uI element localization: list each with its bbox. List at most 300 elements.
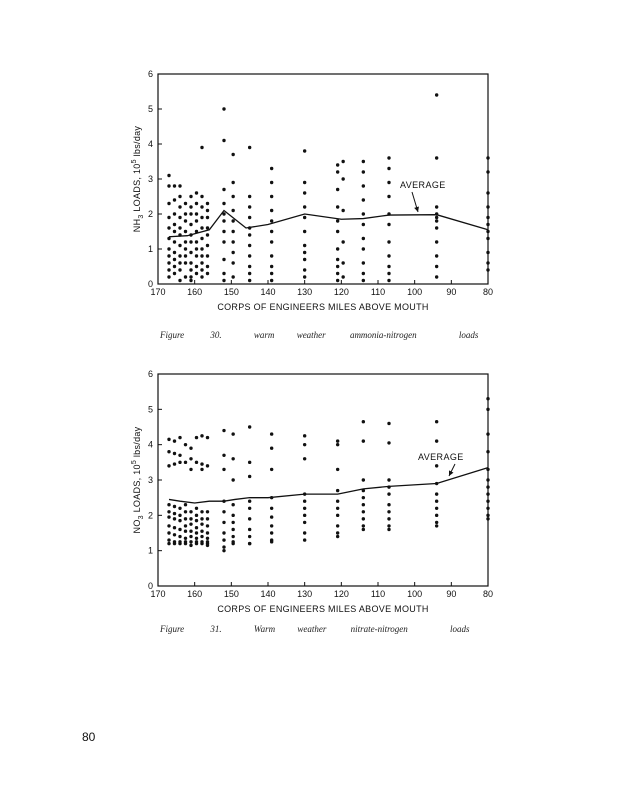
y-tick-label: 3 <box>147 475 153 485</box>
data-point <box>195 526 198 529</box>
data-point <box>189 540 192 543</box>
data-point <box>270 432 273 435</box>
data-point <box>387 510 390 513</box>
x-tick-label: 130 <box>297 589 313 599</box>
x-tick-label: 150 <box>223 589 239 599</box>
data-point <box>336 230 339 233</box>
data-point <box>231 261 234 264</box>
caption-word: loads <box>450 624 470 634</box>
y-tick-label: 2 <box>147 510 153 521</box>
data-point <box>231 432 234 435</box>
data-point <box>200 254 203 257</box>
data-point <box>222 240 225 243</box>
data-point <box>362 478 365 481</box>
data-point <box>336 258 339 261</box>
data-point <box>336 265 339 268</box>
data-point <box>270 265 273 268</box>
data-point <box>248 146 251 149</box>
data-point <box>167 202 170 205</box>
data-point <box>362 223 365 226</box>
data-point <box>435 216 438 219</box>
data-point <box>231 209 234 212</box>
data-point <box>336 247 339 250</box>
data-point <box>200 510 203 513</box>
data-point <box>167 450 170 453</box>
caption-word: loads <box>458 330 479 340</box>
data-point <box>167 538 170 541</box>
y-axis-title-part: 3 <box>138 515 145 520</box>
data-point <box>206 531 209 534</box>
x-tick-label: 170 <box>150 589 166 599</box>
data-point <box>173 533 176 536</box>
x-tick-label: 150 <box>223 287 239 297</box>
data-point <box>167 275 170 278</box>
data-point <box>195 219 198 222</box>
data-point <box>184 202 187 205</box>
data-point <box>200 530 203 533</box>
data-point <box>341 240 344 243</box>
data-point <box>178 254 181 257</box>
figure-30-caption <box>160 330 478 340</box>
data-point <box>206 202 209 205</box>
data-point <box>303 149 306 152</box>
data-point <box>222 139 225 142</box>
data-point <box>303 500 306 503</box>
data-point <box>200 434 203 437</box>
data-point <box>167 542 170 545</box>
data-point <box>248 265 251 268</box>
average-annotation: AVERAGE <box>400 180 446 190</box>
data-point <box>222 107 225 110</box>
data-point <box>336 272 339 275</box>
data-point <box>189 212 192 215</box>
data-point <box>189 510 192 513</box>
data-point <box>336 170 339 173</box>
data-point <box>362 272 365 275</box>
page-number: 80 <box>82 730 96 744</box>
y-axis-title <box>131 126 145 233</box>
data-point <box>178 184 181 187</box>
data-point <box>486 507 489 510</box>
data-point <box>206 524 209 527</box>
data-point <box>387 422 390 425</box>
average-line <box>169 468 488 503</box>
data-point <box>248 233 251 236</box>
data-point <box>231 195 234 198</box>
data-point <box>270 240 273 243</box>
data-point <box>362 184 365 187</box>
data-point <box>362 420 365 423</box>
data-point <box>303 205 306 208</box>
data-point <box>184 537 187 540</box>
data-point <box>270 254 273 257</box>
data-point <box>167 174 170 177</box>
data-point <box>167 515 170 518</box>
data-point <box>189 468 192 471</box>
data-point <box>270 219 273 222</box>
data-point <box>435 275 438 278</box>
data-point <box>184 247 187 250</box>
x-axis-title: CORPS OF ENGINEERS MILES ABOVE MOUTH <box>217 302 429 312</box>
data-point <box>178 205 181 208</box>
data-point <box>167 261 170 264</box>
data-point <box>184 461 187 464</box>
x-axis-title: CORPS OF ENGINEERS MILES ABOVE MOUTH <box>217 604 429 614</box>
data-point <box>167 503 170 506</box>
y-axis-title <box>131 426 145 533</box>
data-point <box>206 216 209 219</box>
data-point <box>336 163 339 166</box>
data-point <box>231 478 234 481</box>
data-point <box>184 530 187 533</box>
y-axis-title-part: lbs/day <box>132 426 142 460</box>
data-point <box>173 230 176 233</box>
data-point <box>362 510 365 513</box>
data-point <box>387 223 390 226</box>
data-point <box>362 198 365 201</box>
data-point <box>222 549 225 552</box>
caption-figure-word: Figure <box>160 330 185 340</box>
y-tick-label: 5 <box>147 404 153 415</box>
y-tick-label: 2 <box>147 209 153 219</box>
data-point <box>303 216 306 219</box>
data-point <box>435 521 438 524</box>
data-point <box>362 237 365 240</box>
data-point <box>184 275 187 278</box>
data-point <box>206 244 209 247</box>
x-tick-label: 90 <box>446 589 457 599</box>
data-point <box>167 464 170 467</box>
data-point <box>195 519 198 522</box>
data-point <box>173 542 176 545</box>
x-tick-label: 120 <box>333 287 349 297</box>
data-point <box>206 537 209 540</box>
data-point <box>195 542 198 545</box>
data-point <box>303 268 306 271</box>
average-line <box>169 211 488 237</box>
caption-word: warm <box>253 330 275 340</box>
data-point <box>195 461 198 464</box>
caption-word: Warm <box>253 624 276 634</box>
data-point <box>178 507 181 510</box>
data-point <box>222 531 225 534</box>
x-tick-label: 80 <box>482 287 494 297</box>
y-axis-title-part: LOADS, 10 <box>132 163 142 215</box>
data-point <box>435 500 438 503</box>
y-axis-title-part: lbs/day <box>132 125 142 160</box>
data-point <box>303 251 306 254</box>
data-point <box>200 462 203 465</box>
data-point <box>270 524 273 527</box>
data-point <box>200 247 203 250</box>
data-point <box>200 522 203 525</box>
data-point <box>387 528 390 531</box>
data-point <box>178 461 181 464</box>
caption-word: nitrate-nitrogen <box>350 624 408 634</box>
data-point <box>248 461 251 464</box>
data-point <box>189 205 192 208</box>
data-point <box>184 510 187 513</box>
data-point <box>167 510 170 513</box>
data-point <box>387 156 390 159</box>
y-tick-label: 1 <box>147 545 153 556</box>
data-point <box>195 436 198 439</box>
data-point <box>200 268 203 271</box>
data-point <box>173 512 176 515</box>
data-point <box>303 514 306 517</box>
data-point <box>435 492 438 495</box>
data-point <box>189 447 192 450</box>
data-point <box>362 524 365 527</box>
data-point <box>184 503 187 506</box>
data-point <box>231 230 234 233</box>
data-point <box>435 205 438 208</box>
data-point <box>270 181 273 184</box>
data-point <box>178 514 181 517</box>
data-point <box>195 247 198 250</box>
data-point <box>184 443 187 446</box>
data-point <box>178 226 181 229</box>
data-point <box>178 535 181 538</box>
data-point <box>200 468 203 471</box>
caption-word: ammonia-nitrogen <box>349 330 417 340</box>
data-point <box>387 517 390 520</box>
data-point <box>486 237 489 240</box>
data-point <box>303 181 306 184</box>
data-point <box>435 156 438 159</box>
data-point <box>435 240 438 243</box>
data-point <box>189 261 192 264</box>
data-point <box>435 439 438 442</box>
data-point <box>189 530 192 533</box>
data-point <box>341 177 344 180</box>
data-point <box>486 191 489 194</box>
data-point <box>206 517 209 520</box>
average-annotation: AVERAGE <box>418 452 464 462</box>
data-point <box>336 279 339 282</box>
data-point <box>167 531 170 534</box>
data-point <box>387 254 390 257</box>
y-tick-label: 4 <box>147 439 153 450</box>
data-point <box>189 195 192 198</box>
figure-31-caption <box>160 624 470 634</box>
data-point <box>195 507 198 510</box>
data-point <box>231 181 234 184</box>
data-point <box>387 265 390 268</box>
data-point <box>303 434 306 437</box>
data-point <box>184 524 187 527</box>
data-point <box>336 535 339 538</box>
y-tick-label: 5 <box>147 104 153 114</box>
data-point <box>200 237 203 240</box>
y-tick-label: 3 <box>147 174 153 184</box>
data-point <box>189 522 192 525</box>
data-point <box>270 468 273 471</box>
data-point <box>248 216 251 219</box>
data-point <box>341 160 344 163</box>
data-point <box>206 464 209 467</box>
data-point <box>435 464 438 467</box>
data-point <box>173 184 176 187</box>
data-point <box>248 542 251 545</box>
data-point <box>189 457 192 460</box>
data-point <box>303 258 306 261</box>
data-point <box>222 468 225 471</box>
x-tick-label: 140 <box>260 287 276 297</box>
data-point <box>178 216 181 219</box>
data-point <box>303 230 306 233</box>
data-point <box>303 244 306 247</box>
data-point <box>435 524 438 527</box>
data-point <box>362 247 365 250</box>
data-point <box>486 230 489 233</box>
data-point <box>336 439 339 442</box>
data-point <box>486 170 489 173</box>
data-point <box>336 507 339 510</box>
data-point <box>195 212 198 215</box>
data-point <box>178 542 181 545</box>
data-point <box>206 233 209 236</box>
data-point <box>173 505 176 508</box>
data-point <box>195 202 198 205</box>
x-tick-label: 160 <box>187 589 203 599</box>
data-point <box>222 230 225 233</box>
data-point <box>435 420 438 423</box>
data-point <box>248 500 251 503</box>
x-tick-label: 90 <box>446 287 457 297</box>
data-point <box>200 275 203 278</box>
data-point <box>206 436 209 439</box>
data-point <box>303 443 306 446</box>
data-point <box>222 258 225 261</box>
data-point <box>184 240 187 243</box>
data-point <box>173 251 176 254</box>
data-point <box>303 538 306 541</box>
data-point <box>303 521 306 524</box>
data-point <box>387 167 390 170</box>
data-point <box>200 261 203 264</box>
y-axis-title-part: 5 <box>131 159 138 164</box>
data-point <box>303 191 306 194</box>
y-tick-label: 0 <box>147 581 153 591</box>
data-point <box>184 517 187 520</box>
data-point <box>231 240 234 243</box>
y-tick-label: 1 <box>147 244 153 254</box>
data-point <box>435 93 438 96</box>
data-point <box>200 205 203 208</box>
data-point <box>486 492 489 495</box>
data-point <box>178 454 181 457</box>
data-point <box>486 478 489 481</box>
data-point <box>270 531 273 534</box>
data-point <box>178 195 181 198</box>
y-tick-label: 6 <box>147 369 153 379</box>
x-tick-label: 110 <box>370 589 386 599</box>
data-point <box>270 272 273 275</box>
data-point <box>178 244 181 247</box>
data-point <box>486 268 489 271</box>
caption-figure-word: Figure <box>160 624 185 634</box>
data-point <box>167 524 170 527</box>
data-point <box>178 279 181 282</box>
data-point <box>270 230 273 233</box>
data-point <box>173 258 176 261</box>
data-point <box>189 535 192 538</box>
data-point <box>362 439 365 442</box>
data-point <box>222 272 225 275</box>
data-point <box>167 216 170 219</box>
data-point <box>303 507 306 510</box>
data-point <box>435 219 438 222</box>
data-point <box>231 275 234 278</box>
data-point <box>173 198 176 201</box>
data-point <box>231 503 234 506</box>
data-point <box>486 223 489 226</box>
data-point <box>486 261 489 264</box>
data-point <box>189 279 192 282</box>
data-point <box>200 146 203 149</box>
data-point <box>486 432 489 435</box>
data-point <box>336 514 339 517</box>
data-point <box>336 524 339 527</box>
data-point <box>178 268 181 271</box>
data-point <box>173 526 176 529</box>
data-point <box>222 279 225 282</box>
data-point <box>206 544 209 547</box>
data-point <box>336 219 339 222</box>
data-point <box>486 517 489 520</box>
data-point <box>341 261 344 264</box>
data-point <box>222 219 225 222</box>
data-point <box>178 528 181 531</box>
data-point <box>184 261 187 264</box>
data-point <box>189 544 192 547</box>
data-point <box>206 272 209 275</box>
data-point <box>173 240 176 243</box>
data-point <box>206 510 209 513</box>
data-point <box>303 457 306 460</box>
data-point <box>195 254 198 257</box>
data-point <box>270 447 273 450</box>
x-tick-label: 110 <box>370 287 386 297</box>
data-point <box>184 230 187 233</box>
plot-frame <box>158 374 488 586</box>
data-point <box>336 531 339 534</box>
data-point <box>200 542 203 545</box>
data-point <box>178 519 181 522</box>
data-point <box>173 452 176 455</box>
data-point <box>231 535 234 538</box>
data-point <box>336 489 339 492</box>
x-tick-label: 170 <box>150 287 166 297</box>
data-point <box>200 517 203 520</box>
data-point <box>486 216 489 219</box>
data-point <box>248 425 251 428</box>
data-point <box>200 226 203 229</box>
x-tick-label: 100 <box>407 287 423 297</box>
data-point <box>336 443 339 446</box>
x-tick-label: 120 <box>333 589 349 599</box>
data-point <box>486 156 489 159</box>
data-point <box>435 514 438 517</box>
data-point <box>303 275 306 278</box>
data-point <box>336 500 339 503</box>
data-point <box>184 212 187 215</box>
data-point <box>387 279 390 282</box>
data-point <box>206 209 209 212</box>
data-point <box>248 205 251 208</box>
data-point <box>435 254 438 257</box>
